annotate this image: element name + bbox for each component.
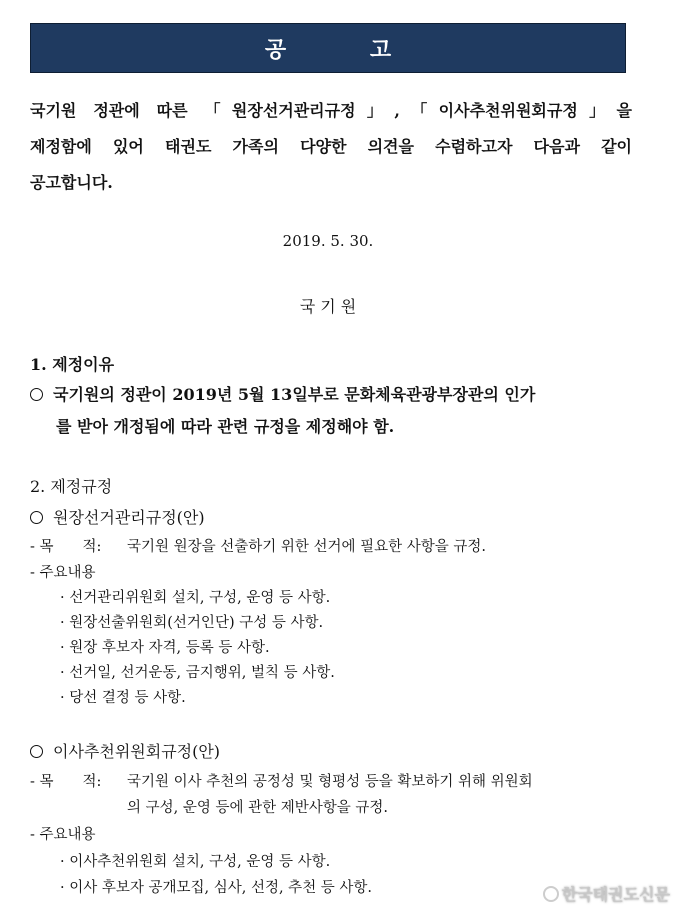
section2-heading: 2. 제정규정 bbox=[30, 477, 113, 496]
intro-line-3: 공고합니다. bbox=[30, 173, 113, 192]
rule2-title-row bbox=[30, 739, 220, 762]
rule2-contents-label: - 주요내용 bbox=[30, 827, 96, 843]
notice-title: 공 고 bbox=[264, 37, 430, 63]
intro-line-2: 제정함에 있어 태권도 가족의 다양한 의견을 수렴하고자 다음과 같이 bbox=[30, 137, 632, 156]
rule2-item: · 이사 후보자 공개모집, 심사, 선정, 추천 등 사항. bbox=[60, 880, 373, 896]
newspaper-watermark bbox=[543, 882, 670, 905]
rule1-item: · 원장 후보자 자격, 등록 등 사항. bbox=[60, 640, 270, 656]
watermark-text: 한국태권도신문 bbox=[561, 885, 670, 904]
rule2-purpose-line1: 국기원 이사 추천의 공정성 및 형평성 등을 확보하기 위해 위원회 bbox=[127, 774, 533, 790]
rule1-item: · 선거관리위원회 설치, 구성, 운영 등 사항. bbox=[60, 590, 331, 606]
section1-item-line2: 를 받아 개정됨에 따라 관련 규정을 제정해야 함. bbox=[56, 417, 395, 436]
circle-bullet-icon bbox=[30, 511, 43, 524]
newspaper-logo-icon bbox=[543, 886, 559, 902]
issuer-name: 국 기 원 bbox=[299, 297, 357, 316]
section1-item bbox=[30, 382, 632, 405]
rule1-title-row bbox=[30, 505, 205, 528]
notice-banner bbox=[30, 23, 626, 73]
circle-bullet-icon bbox=[30, 745, 43, 758]
intro-line-1: 국기원 정관에 따른 「원장선거관리규정」,「이사추천위원회규정」을 bbox=[30, 101, 632, 120]
rule1-item: · 선거일, 선거운동, 금지행위, 벌칙 등 사항. bbox=[60, 665, 335, 681]
rule2-purpose-line2: 의 구성, 운영 등에 관한 제반사항을 규정. bbox=[127, 800, 388, 816]
rule1-contents-label: - 주요내용 bbox=[30, 565, 96, 581]
rule2-title: 이사추천위원회규정(안) bbox=[53, 742, 221, 761]
rule1-purpose-text: 국기원 원장을 선출하기 위한 선거에 필요한 사항을 규정. bbox=[127, 539, 487, 555]
rule2-purpose-label: - 목 적: bbox=[30, 774, 102, 790]
rule2-item: · 이사추천위원회 설치, 구성, 운영 등 사항. bbox=[60, 854, 331, 870]
circle-bullet-icon bbox=[30, 388, 43, 401]
section1-item-line1: 국기원의 정관이 2019년 5월 13일부로 문화체육관광부장관의 인가 bbox=[53, 385, 536, 404]
section1-heading: 1. 제정이유 bbox=[30, 355, 115, 374]
notice-date: 2019. 5. 30. bbox=[282, 232, 374, 250]
rule1-item: · 원장선출위원회(선거인단) 구성 등 사항. bbox=[60, 615, 324, 631]
rule1-title: 원장선거관리규정(안) bbox=[53, 508, 205, 527]
rule1-item: · 당선 결정 등 사항. bbox=[60, 690, 186, 706]
rule1-purpose-label: - 목 적: bbox=[30, 539, 102, 555]
